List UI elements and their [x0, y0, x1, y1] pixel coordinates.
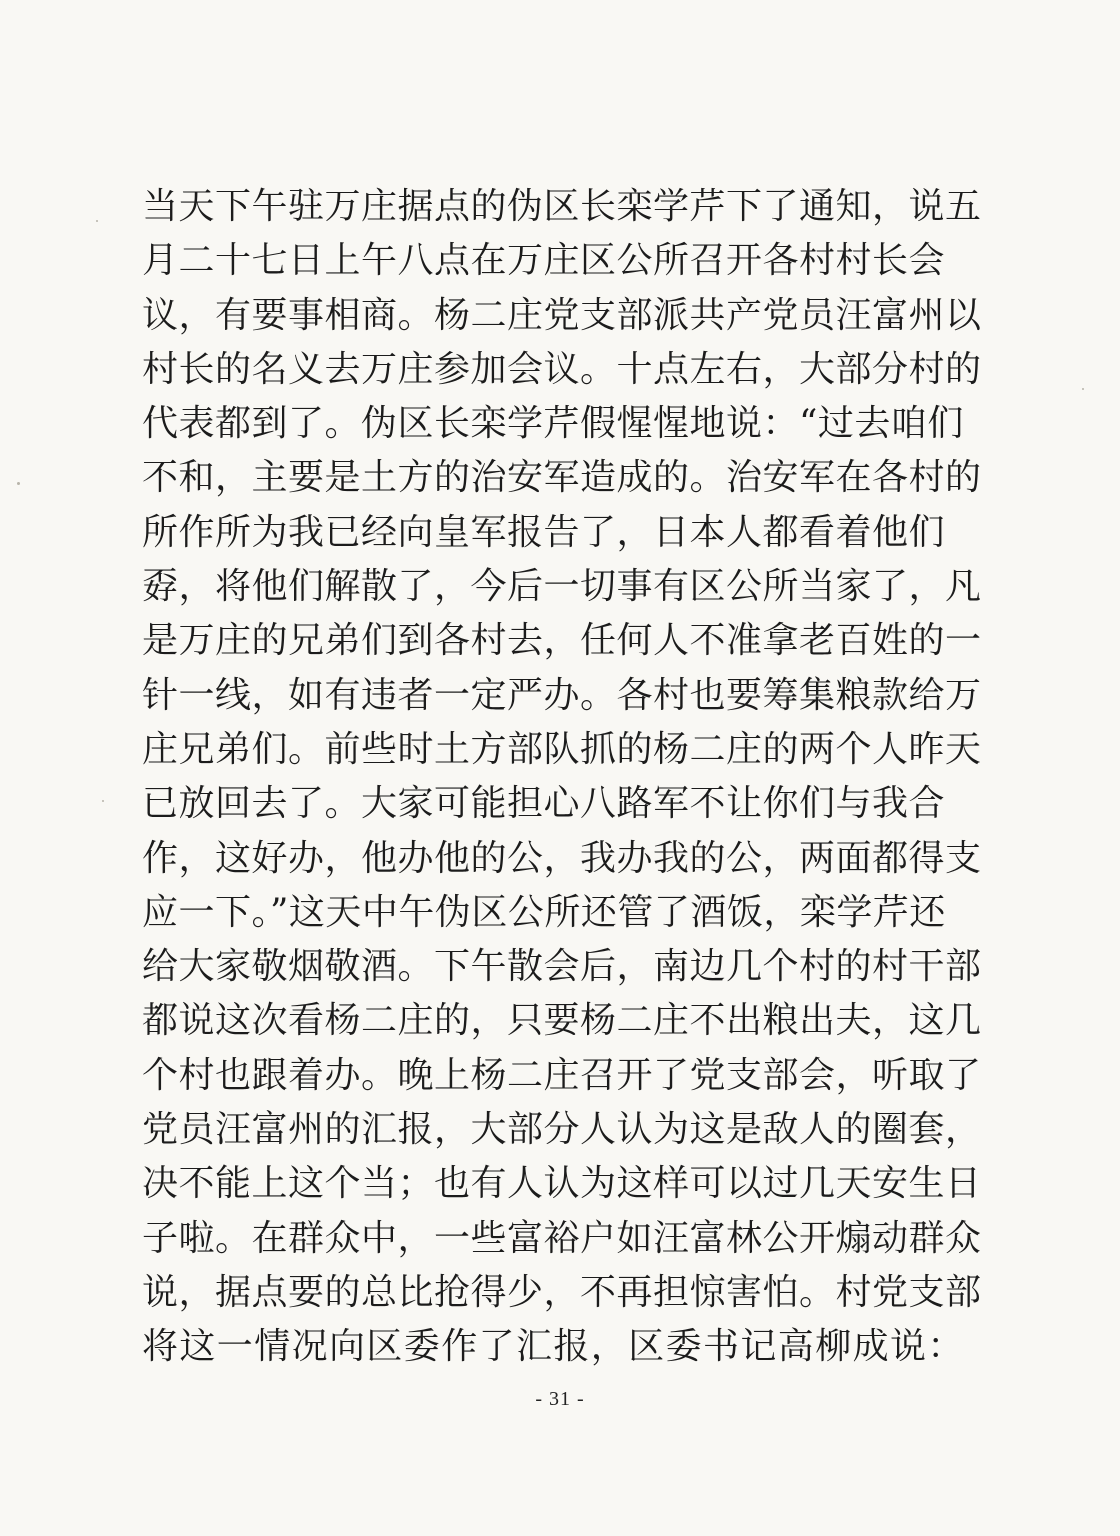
text-line: 所作所为我已经向皇军报告了，日本人都看着他们: [142, 511, 946, 553]
scan-speck: [96, 220, 98, 222]
text-line: 应一下。”这天中午伪区公所还管了酒饭，栾学芹还: [142, 891, 946, 933]
text-line: 子啦。在群众中，一些富裕户如汪富林公开煽动群众: [142, 1217, 982, 1259]
scan-speck: [1082, 388, 1084, 390]
text-line: 不和，主要是土方的治安军造成的。治安军在各村的: [142, 457, 982, 499]
text-line: 当天下午驻万庄据点的伪区长栾学芹下了通知，说五: [142, 186, 982, 227]
text-line: 孬，将他们解散了，今后一切事有区公所当家了，凡: [142, 566, 982, 608]
text-line: 将这一情况向区委作了汇报，区委书记高柳成说：: [142, 1326, 965, 1368]
scan-speck: [102, 800, 104, 802]
text-line: 党员汪富州的汇报，大部分人认为这是敌人的圈套，: [142, 1109, 982, 1151]
text-line: 都说这次看杨二庄的，只要杨二庄不出粮出夫，这几: [142, 1000, 982, 1042]
scan-speck: [17, 482, 20, 485]
text-line: 个村也跟着办。晚上杨二庄召开了党支部会，听取了: [142, 1054, 982, 1096]
text-line: 议，有要事相商。杨二庄党支部派共产党员汪富州以: [142, 294, 982, 336]
page-number: - 31 -: [535, 1388, 585, 1410]
text-line: 村长的名义去万庄参加会议。十点左右，大部分村的: [142, 348, 982, 390]
body-text: [142, 180, 982, 1375]
text-line: 针一线，如有违者一定严办。各村也要筹集粮款给万: [142, 674, 982, 716]
text-line: 是万庄的兄弟们到各村去，任何人不准拿老百姓的一: [142, 620, 982, 662]
text-line: 决不能上这个当；也有人认为这样可以过几天安生日: [142, 1163, 982, 1205]
text-line: 作，这好办，他办他的公，我办我的公，两面都得支: [142, 837, 982, 879]
text-line: 已放回去了。大家可能担心八路军不让你们与我合: [142, 783, 946, 825]
text-line: 代表都到了。伪区长栾学芹假惺惺地说：“过去咱们: [142, 403, 964, 445]
text-line: 说，据点要的总比抢得少，不再担惊害怕。村党支部: [142, 1271, 982, 1313]
text-line: 给大家敬烟敬酒。下午散会后，南边几个村的村干部: [142, 946, 982, 988]
text-line: 庄兄弟们。前些时土方部队抓的杨二庄的两个人昨天: [142, 728, 982, 770]
text-line: 月二十七日上午八点在万庄区公所召开各村村长会: [142, 240, 946, 282]
